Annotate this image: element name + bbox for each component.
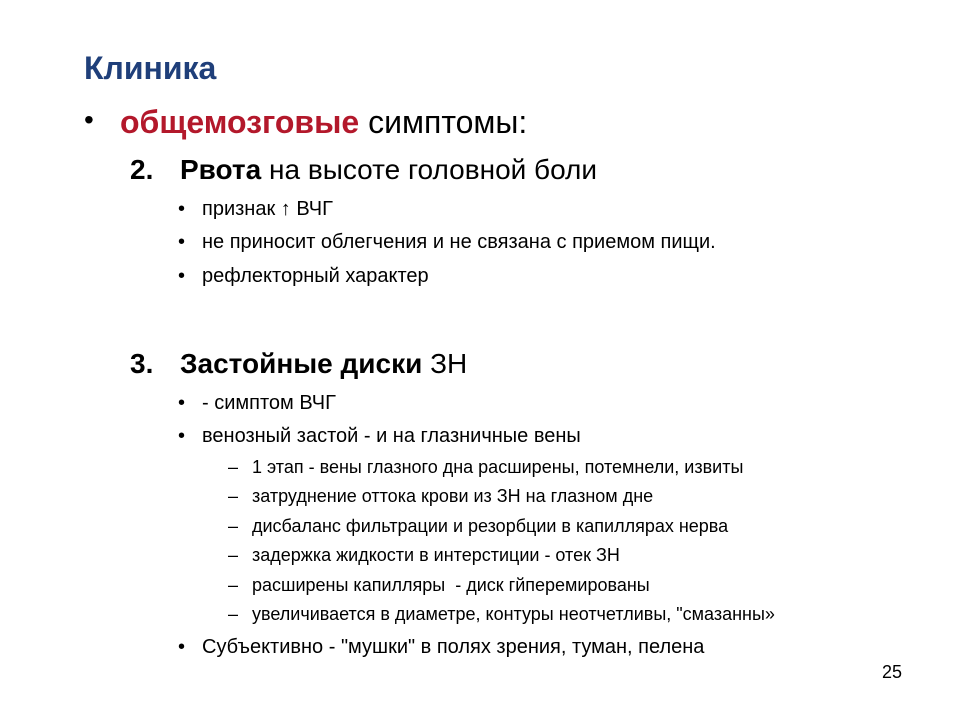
- page-number: 25: [881, 662, 902, 682]
- bullet-glyph: •: [84, 104, 94, 135]
- section-heading-text: Застойные диски ЗН: [180, 348, 468, 379]
- slide-title: Клиника: [84, 50, 217, 86]
- section-number: 3.: [130, 348, 154, 379]
- section-number: 2.: [130, 154, 154, 185]
- section-heading-text: Рвота на высоте головной боли: [180, 154, 598, 185]
- main-bullet-text: [120, 104, 527, 141]
- highlight-word: общемозговые: [120, 104, 360, 140]
- main-bullet-rest: симптомы:: [359, 104, 528, 140]
